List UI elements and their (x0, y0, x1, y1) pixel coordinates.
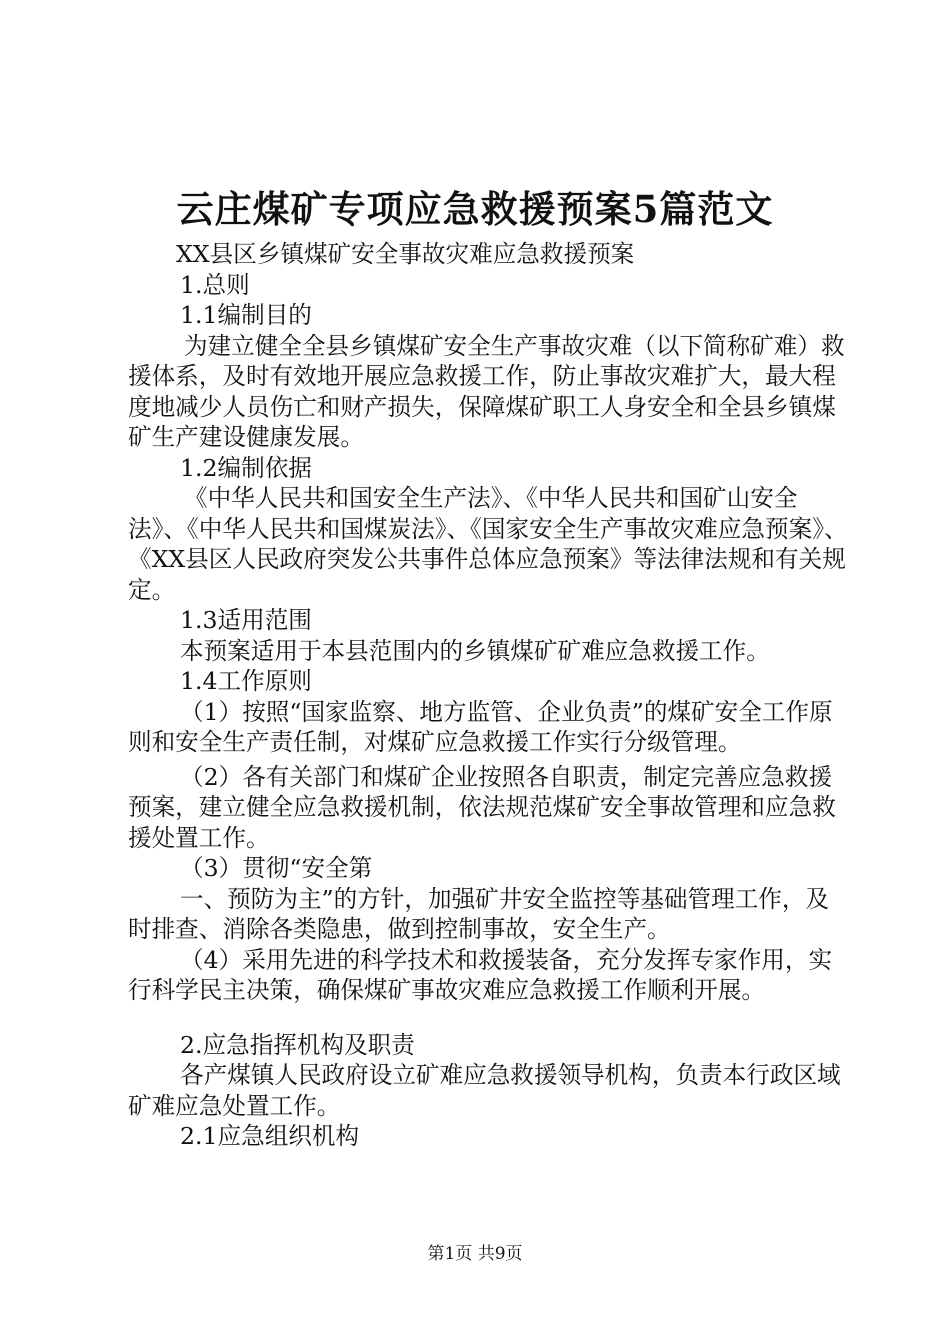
heading-principles: 1.4工作原则 (180, 667, 312, 695)
paragraph-plan-name: XX县区乡镇煤矿安全事故灾难应急救援预案 (176, 240, 635, 268)
page-number-footer: 第1页 共9页 (427, 1244, 523, 1264)
heading-general: 1.总则 (180, 270, 250, 299)
heading-command: 2.应急指挥机构及职责 (180, 1030, 415, 1059)
paragraph-principle-3-cont: 一、预防为主”的方针，加强矿井安全监控等基础管理工作，及时排查、消除各类隐患，做到控制事故，安全生产。 (128, 884, 830, 943)
paragraph-scope: 本预案适用于本县范围内的乡镇煤矿矿难应急救援工作。 (180, 636, 770, 665)
document-body (128, 239, 848, 1152)
paragraph-principle-2: （2）各有关部门和煤矿企业按照各自职责，制定完善应急救援预案，建立健全应急救援机制，依法规范煤矿安全事故管理和应急救援处置工作。 (128, 762, 836, 852)
document-title: 云庄煤矿专项应急救援预案5篇范文 (176, 187, 774, 231)
paragraph-principle-4: （4）采用先进的科学技术和救援装备，充分发挥专家作用，实行科学民主决策，确保煤矿事故灾难应急救援工作顺利开展。 (128, 945, 833, 1004)
heading-scope: 1.3适用范围 (180, 606, 312, 634)
heading-purpose: 1.1编制目的 (180, 301, 312, 329)
heading-basis: 1.2编制依据 (180, 453, 312, 482)
paragraph-principle-1: （1）按照“国家监察、地方监管、企业负责”的煤矿安全工作原则和安全生产责任制，对煤矿应急救援工作实行分级管理。 (128, 697, 833, 756)
heading-organization: 2.1应急组织机构 (180, 1122, 360, 1150)
paragraph-command: 各产煤镇人民政府设立矿难应急救援领导机构，负责本行政区域矿难应急处置工作。 (128, 1061, 841, 1120)
paragraph-purpose: 为建立健全全县乡镇煤矿安全生产事故灾难（以下简称矿难）救援体系，及时有效地开展应急救援工作，防止事故灾难扩大，最大程度地减少人员伤亡和财产损失，保障煤矿职工人身安全和全县乡镇煤矿生产建设健康发展。 (128, 331, 845, 451)
paragraph-basis: 《中华人民共和国安全生产法》、《中华人民共和国矿山安全法》、《中华人民共和国煤炭法》、《国家安全生产事故灾难应急预案》、《XX县区人民政府突发公共事件总体应急预案》等法律法规和有关规定。 (128, 484, 848, 604)
paragraph-principle-3: （3）贯彻“安全第 (180, 854, 373, 882)
